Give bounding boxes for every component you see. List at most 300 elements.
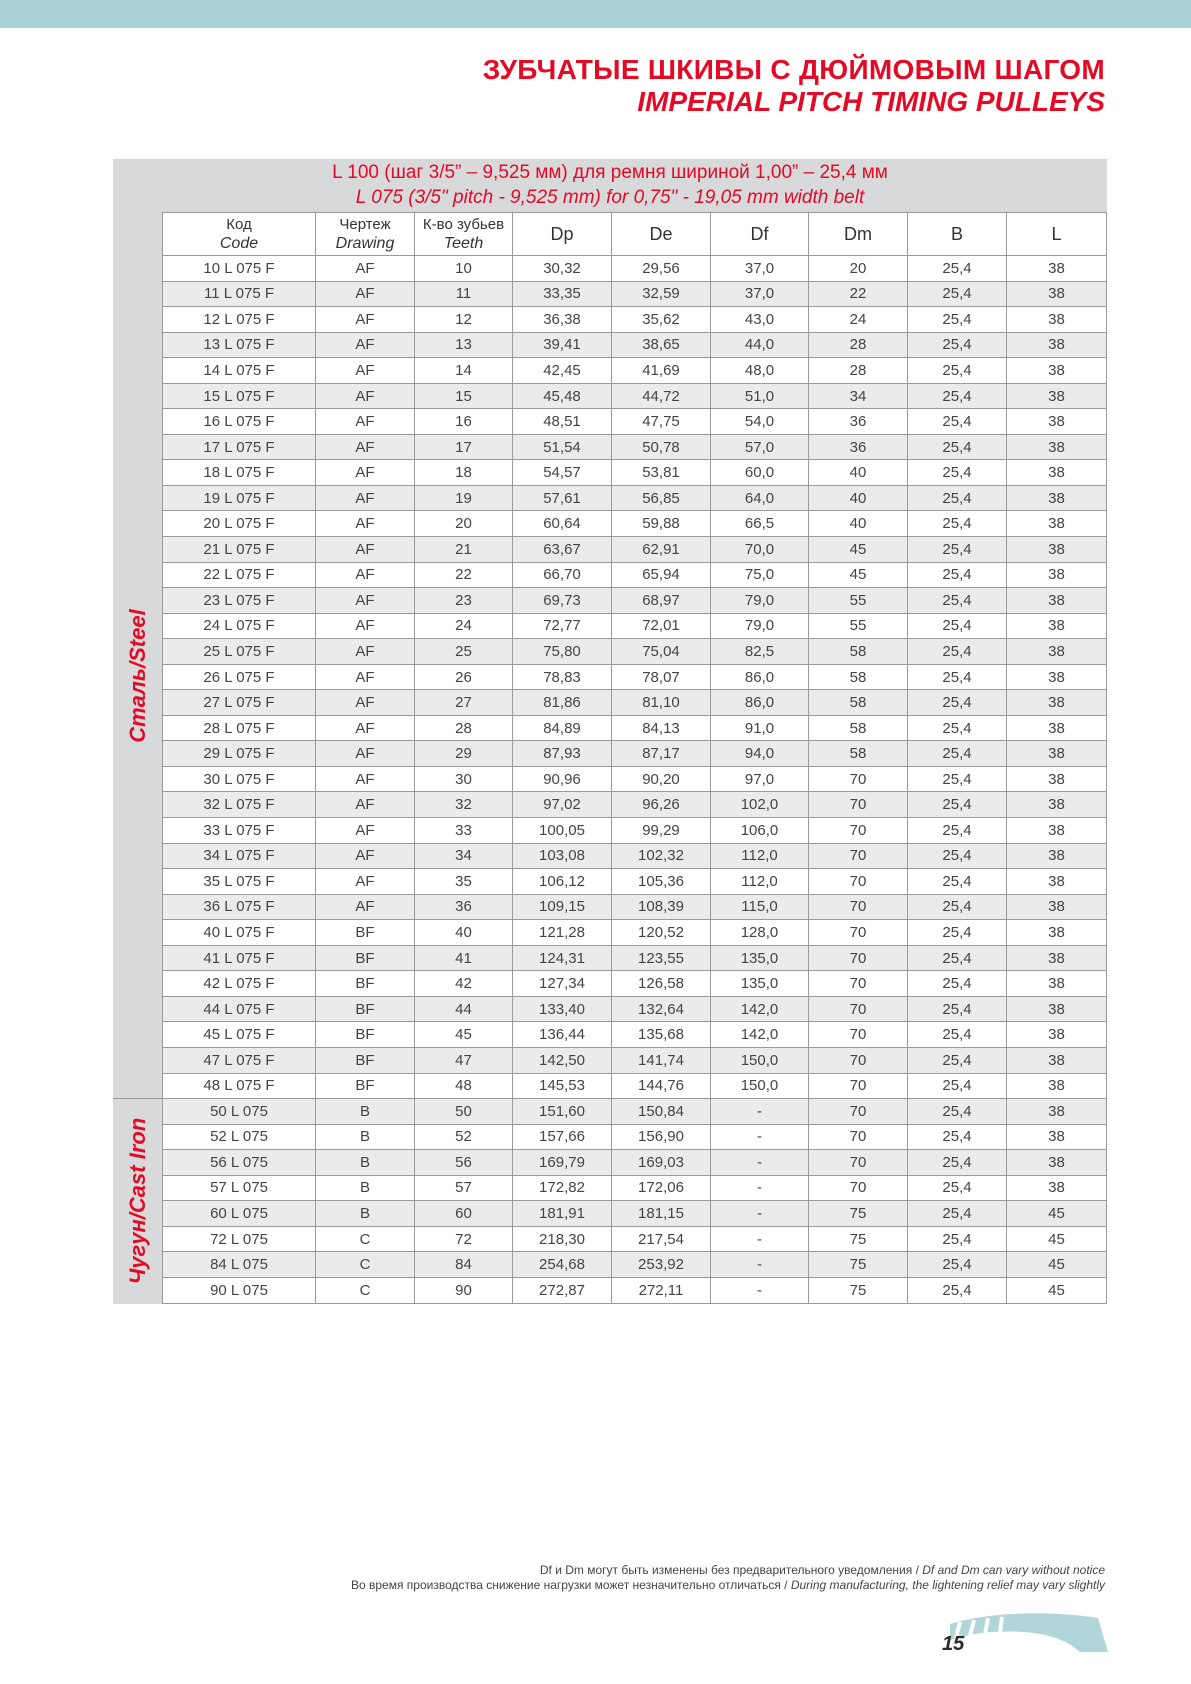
col-header-b: B [908, 213, 1007, 256]
table-row [163, 332, 1107, 358]
table-cell: 34 [415, 843, 513, 869]
table-row [163, 843, 1107, 869]
material-group-cast-iron [113, 1098, 162, 1304]
table-cell: 70 [809, 1124, 908, 1150]
table-cell: AF [316, 843, 415, 869]
table-cell: 25,4 [908, 1073, 1007, 1099]
table-cell: 121,28 [513, 920, 612, 946]
table-cell: 40 [809, 460, 908, 486]
footnote-1 [540, 1563, 1105, 1577]
table-cell: 25,4 [908, 409, 1007, 435]
table-cell: 11 [415, 281, 513, 307]
table-cell: 25,4 [908, 307, 1007, 333]
table-cell: 181,91 [513, 1201, 612, 1227]
table-cell: 86,0 [711, 690, 809, 716]
table-cell: 141,74 [612, 1047, 711, 1073]
table-cell: AF [316, 613, 415, 639]
footnote-1-ru: Df и Dm могут быть изменены без предварительного уведомления / [539, 1563, 923, 1577]
table-cell: 100,05 [513, 818, 612, 844]
table-cell: 16 L 075 F [163, 409, 316, 435]
table-cell: 172,06 [612, 1175, 711, 1201]
table-cell: 20 [809, 256, 908, 282]
table-cell: 54,0 [711, 409, 809, 435]
col-drawing-ru: Чертеж [339, 215, 391, 233]
table-row [163, 1047, 1107, 1073]
table-cell: AF [316, 664, 415, 690]
table-cell: 18 L 075 F [163, 460, 316, 486]
table-cell: 126,58 [612, 971, 711, 997]
table-cell: 115,0 [711, 894, 809, 920]
table-cell: 45 [1007, 1277, 1107, 1303]
table-cell: 70 [809, 792, 908, 818]
table-cell: 50 [415, 1099, 513, 1125]
table-cell: 62,91 [612, 537, 711, 563]
table-cell: 38 [1007, 996, 1107, 1022]
col-teeth-en: Teeth [443, 234, 484, 252]
table-cell: 128,0 [711, 920, 809, 946]
table-cell: 145,53 [513, 1073, 612, 1099]
table-cell: B [316, 1175, 415, 1201]
data-table [162, 212, 1107, 1304]
table-cell: 10 [415, 256, 513, 282]
table-cell: 70 [809, 1175, 908, 1201]
table-cell: AF [316, 281, 415, 307]
table-cell: 45 [809, 562, 908, 588]
table-row [163, 537, 1107, 563]
table-cell: 254,68 [513, 1252, 612, 1278]
table-cell: 27 L 075 F [163, 690, 316, 716]
table-cell: 112,0 [711, 869, 809, 895]
col-drawing-en: Drawing [335, 234, 395, 252]
table-cell: 108,39 [612, 894, 711, 920]
col-header-de: De [612, 213, 711, 256]
table-cell: 75 [809, 1226, 908, 1252]
footnote-2-en: During manufacturing, the lightening relief may vary slightly [790, 1578, 1105, 1592]
table-cell: 75 [809, 1277, 908, 1303]
table-cell: 13 L 075 F [163, 332, 316, 358]
table-cell: 30,32 [513, 256, 612, 282]
table-cell: BF [316, 945, 415, 971]
table-cell: 42 [415, 971, 513, 997]
table-cell: 21 [415, 537, 513, 563]
table-cell: 29 L 075 F [163, 741, 316, 767]
table-cell: 96,26 [612, 792, 711, 818]
table-cell: 58 [809, 741, 908, 767]
table-cell: 47,75 [612, 409, 711, 435]
table-cell: 44 L 075 F [163, 996, 316, 1022]
table-cell: 33 [415, 818, 513, 844]
table-cell: B [316, 1150, 415, 1176]
table-caption-ru: L 100 (шаг 3/5” – 9,525 мм) для ремня шириной 1,00” – 25,4 мм [332, 162, 888, 183]
table-cell: 45 [1007, 1201, 1107, 1227]
table-cell: 103,08 [513, 843, 612, 869]
table-cell: 58 [809, 664, 908, 690]
table-cell: 75,04 [612, 639, 711, 665]
table-cell: 217,54 [612, 1226, 711, 1252]
col-code-ru: Код [226, 215, 252, 233]
table-cell: 38 [1007, 741, 1107, 767]
table-cell: 38 [1007, 664, 1107, 690]
table-cell: AF [316, 741, 415, 767]
col-header-teeth [415, 213, 513, 256]
table-cell: 55 [809, 613, 908, 639]
table-cell: 55 [809, 588, 908, 614]
table-cell: 25,4 [908, 894, 1007, 920]
table-cell: 25,4 [908, 588, 1007, 614]
table-cell: 38 [1007, 511, 1107, 537]
table-cell: 97,0 [711, 766, 809, 792]
table-row [163, 358, 1107, 384]
table-cell: 136,44 [513, 1022, 612, 1048]
table-cell: 17 L 075 F [163, 434, 316, 460]
material-label-cast-iron: Чугун/Cast Iron [124, 1117, 150, 1284]
table-cell: 11 L 075 F [163, 281, 316, 307]
table-row [163, 1099, 1107, 1125]
table-cell: AF [316, 460, 415, 486]
table-cell: 58 [809, 690, 908, 716]
table-cell: 123,55 [612, 945, 711, 971]
table-cell: 25,4 [908, 639, 1007, 665]
table-cell: 70 [809, 1099, 908, 1125]
table-cell: AF [316, 307, 415, 333]
table-cell: 58 [809, 639, 908, 665]
table-cell: 36 [415, 894, 513, 920]
table-cell: - [711, 1150, 809, 1176]
table-cell: 48 [415, 1073, 513, 1099]
table-cell: 51,0 [711, 383, 809, 409]
table-cell: 58 [809, 715, 908, 741]
table-cell: 28 L 075 F [163, 715, 316, 741]
table-cell: 38 [1007, 792, 1107, 818]
table-cell: 94,0 [711, 741, 809, 767]
col-teeth-ru: К-во зубьев [422, 215, 505, 233]
table-cell: 124,31 [513, 945, 612, 971]
table-cell: 35 L 075 F [163, 869, 316, 895]
table-cell: 72,01 [612, 613, 711, 639]
table-row [163, 920, 1107, 946]
table-cell: BF [316, 920, 415, 946]
table-cell: 87,93 [513, 741, 612, 767]
table-cell: 90,96 [513, 766, 612, 792]
table-cell: 23 L 075 F [163, 588, 316, 614]
table-cell: 48,0 [711, 358, 809, 384]
table-cell: 44,0 [711, 332, 809, 358]
table-cell: 36 L 075 F [163, 894, 316, 920]
table-cell: 57,0 [711, 434, 809, 460]
table-cell: 25,4 [908, 1099, 1007, 1125]
table-cell: 57 [415, 1175, 513, 1201]
table-cell: 23 [415, 588, 513, 614]
table-cell: 38 [1007, 715, 1107, 741]
table-cell: 38 [1007, 613, 1107, 639]
table-cell: 25,4 [908, 818, 1007, 844]
col-header-code [163, 213, 316, 256]
table-cell: 102,32 [612, 843, 711, 869]
table-cell: 35 [415, 869, 513, 895]
table-cell: 36 [809, 409, 908, 435]
table-cell: AF [316, 792, 415, 818]
table-cell: 57 L 075 [163, 1175, 316, 1201]
table-cell: 41 [415, 945, 513, 971]
table-cell: 72 L 075 [163, 1226, 316, 1252]
table-cell: AF [316, 332, 415, 358]
table-cell: 25,4 [908, 996, 1007, 1022]
footnote-2 [351, 1578, 1105, 1592]
table-cell: 30 [415, 766, 513, 792]
table-row [163, 715, 1107, 741]
table-cell: 90,20 [612, 766, 711, 792]
table-cell: 60 [415, 1201, 513, 1227]
table-cell: 38 [1007, 639, 1107, 665]
table-cell: 36,38 [513, 307, 612, 333]
table-cell: 142,0 [711, 996, 809, 1022]
table-cell: 25,4 [908, 434, 1007, 460]
table-cell: 38 [1007, 1047, 1107, 1073]
table-row [163, 971, 1107, 997]
table-cell: AF [316, 818, 415, 844]
pulley-table [113, 159, 1107, 1304]
table-cell: 38 [1007, 766, 1107, 792]
table-cell: 90 L 075 [163, 1277, 316, 1303]
table-cell: 70 [809, 996, 908, 1022]
table-cell: 41,69 [612, 358, 711, 384]
table-cell: 38 [1007, 383, 1107, 409]
table-cell: 75,80 [513, 639, 612, 665]
table-cell: 70 [809, 869, 908, 895]
table-cell: 15 L 075 F [163, 383, 316, 409]
table-cell: 47 [415, 1047, 513, 1073]
table-cell: 40 [415, 920, 513, 946]
table-cell: 66,70 [513, 562, 612, 588]
page-title-ru: ЗУБЧАТЫЕ ШКИВЫ С ДЮЙМОВЫМ ШАГОМ [482, 54, 1105, 85]
col-code-en: Code [219, 234, 259, 252]
material-label-steel: Сталь/Steel [124, 609, 150, 743]
table-cell: 181,15 [612, 1201, 711, 1227]
table-cell: 70 [809, 843, 908, 869]
table-cell: 90 [415, 1277, 513, 1303]
col-header-drawing [316, 213, 415, 256]
table-cell: 87,17 [612, 741, 711, 767]
footnote-1-en: Df and Dm can vary without notice [922, 1563, 1105, 1577]
table-cell: AF [316, 256, 415, 282]
table-cell: 39,41 [513, 332, 612, 358]
table-cell: B [316, 1201, 415, 1227]
table-cell: AF [316, 588, 415, 614]
table-cell: 44,72 [612, 383, 711, 409]
table-row [163, 1175, 1107, 1201]
table-row [163, 639, 1107, 665]
table-row [163, 511, 1107, 537]
table-cell: 38 [1007, 1175, 1107, 1201]
table-cell: 25,4 [908, 971, 1007, 997]
table-row [163, 894, 1107, 920]
table-cell: 42,45 [513, 358, 612, 384]
table-cell: 127,34 [513, 971, 612, 997]
table-cell: - [711, 1175, 809, 1201]
table-cell: 45 [1007, 1226, 1107, 1252]
table-row [163, 1022, 1107, 1048]
table-cell: AF [316, 639, 415, 665]
table-cell: 25,4 [908, 485, 1007, 511]
table-cell: 106,0 [711, 818, 809, 844]
table-cell: 25,4 [908, 792, 1007, 818]
table-cell: 81,86 [513, 690, 612, 716]
table-row [163, 690, 1107, 716]
table-cell: 75,0 [711, 562, 809, 588]
table-row [163, 869, 1107, 895]
table-cell: 38 [1007, 894, 1107, 920]
table-row [163, 1150, 1107, 1176]
table-cell: AF [316, 358, 415, 384]
table-cell: 25,4 [908, 1022, 1007, 1048]
table-cell: 84,13 [612, 715, 711, 741]
table-cell: AF [316, 434, 415, 460]
material-group-steel [113, 255, 162, 1098]
table-cell: 79,0 [711, 588, 809, 614]
table-cell: 272,11 [612, 1277, 711, 1303]
table-cell: 38,65 [612, 332, 711, 358]
table-row [163, 588, 1107, 614]
table-row [163, 1277, 1107, 1303]
table-cell: AF [316, 383, 415, 409]
table-cell: 25,4 [908, 843, 1007, 869]
table-cell: 25,4 [908, 715, 1007, 741]
table-row [163, 281, 1107, 307]
table-cell: 70 [809, 920, 908, 946]
table-cell: 79,0 [711, 613, 809, 639]
table-cell: 172,82 [513, 1175, 612, 1201]
table-cell: 157,66 [513, 1124, 612, 1150]
table-cell: - [711, 1252, 809, 1278]
table-cell: 78,83 [513, 664, 612, 690]
table-cell: 51,54 [513, 434, 612, 460]
page-title-en: IMPERIAL PITCH TIMING PULLEYS [637, 86, 1105, 117]
table-cell: 44 [415, 996, 513, 1022]
table-cell: BF [316, 971, 415, 997]
table-cell: 70 [809, 1022, 908, 1048]
table-cell: 38 [1007, 434, 1107, 460]
table-cell: 25,4 [908, 562, 1007, 588]
table-cell: 22 [809, 281, 908, 307]
footnote-2-ru: Во время производства снижение нагрузки может незначительно отличаться / [350, 1578, 791, 1592]
table-cell: 151,60 [513, 1099, 612, 1125]
table-row [163, 818, 1107, 844]
table-row [163, 409, 1107, 435]
table-row [163, 434, 1107, 460]
col-header-dm: Dm [809, 213, 908, 256]
table-cell: 47 L 075 F [163, 1047, 316, 1073]
table-cell: 33 L 075 F [163, 818, 316, 844]
table-cell: 38 [1007, 1150, 1107, 1176]
table-cell: 25,4 [908, 358, 1007, 384]
table-cell: 272,87 [513, 1277, 612, 1303]
col-header-dp: Dp [513, 213, 612, 256]
table-cell: 132,64 [612, 996, 711, 1022]
table-cell: 169,79 [513, 1150, 612, 1176]
table-row [163, 996, 1107, 1022]
table-cell: 135,68 [612, 1022, 711, 1048]
table-cell: 17 [415, 434, 513, 460]
table-cell: AF [316, 894, 415, 920]
table-cell: 56,85 [612, 485, 711, 511]
table-cell: BF [316, 996, 415, 1022]
table-cell: 38 [1007, 1022, 1107, 1048]
table-cell: 97,02 [513, 792, 612, 818]
table-cell: 38 [1007, 281, 1107, 307]
table-cell: BF [316, 1047, 415, 1073]
table-cell: 40 [809, 511, 908, 537]
table-cell: 14 [415, 358, 513, 384]
table-row [163, 307, 1107, 333]
table-cell: 14 L 075 F [163, 358, 316, 384]
table-cell: 78,07 [612, 664, 711, 690]
table-row [163, 766, 1107, 792]
table-cell: 45,48 [513, 383, 612, 409]
table-cell: 135,0 [711, 971, 809, 997]
table-cell: 38 [1007, 562, 1107, 588]
table-cell: BF [316, 1073, 415, 1099]
table-cell: 45 [415, 1022, 513, 1048]
table-cell: 59,88 [612, 511, 711, 537]
table-cell: 81,10 [612, 690, 711, 716]
table-cell: 106,12 [513, 869, 612, 895]
table-cell: 25 [415, 639, 513, 665]
table-cell: 24 L 075 F [163, 613, 316, 639]
table-cell: 28 [809, 358, 908, 384]
table-cell: C [316, 1252, 415, 1278]
table-row [163, 1252, 1107, 1278]
table-cell: AF [316, 537, 415, 563]
table-cell: 70 [809, 894, 908, 920]
table-cell: 32 [415, 792, 513, 818]
table-cell: 25,4 [908, 1277, 1007, 1303]
table-row [163, 945, 1107, 971]
table-cell: 72 [415, 1226, 513, 1252]
table-cell: 13 [415, 332, 513, 358]
table-cell: - [711, 1277, 809, 1303]
table-cell: 32 L 075 F [163, 792, 316, 818]
table-cell: 25,4 [908, 1226, 1007, 1252]
table-cell: 53,81 [612, 460, 711, 486]
table-cell: 60,64 [513, 511, 612, 537]
table-cell: 34 L 075 F [163, 843, 316, 869]
table-cell: 25,4 [908, 511, 1007, 537]
table-cell: - [711, 1099, 809, 1125]
table-cell: 70 [809, 766, 908, 792]
table-cell: 25,4 [908, 1252, 1007, 1278]
table-cell: 34 [809, 383, 908, 409]
table-cell: 25,4 [908, 741, 1007, 767]
table-cell: 20 L 075 F [163, 511, 316, 537]
table-cell: 25,4 [908, 613, 1007, 639]
table-cell: AF [316, 562, 415, 588]
table-cell: - [711, 1226, 809, 1252]
table-cell: 38 [1007, 332, 1107, 358]
table-cell: 16 [415, 409, 513, 435]
table-cell: 15 [415, 383, 513, 409]
table-cell: 38 [1007, 256, 1107, 282]
table-cell: AF [316, 766, 415, 792]
table-cell: AF [316, 485, 415, 511]
table-cell: 12 [415, 307, 513, 333]
table-cell: 70 [809, 971, 908, 997]
table-cell: 75 [809, 1252, 908, 1278]
table-cell: 52 [415, 1124, 513, 1150]
table-cell: 25,4 [908, 332, 1007, 358]
table-cell: 70 [809, 1073, 908, 1099]
table-row [163, 485, 1107, 511]
table-cell: 26 L 075 F [163, 664, 316, 690]
